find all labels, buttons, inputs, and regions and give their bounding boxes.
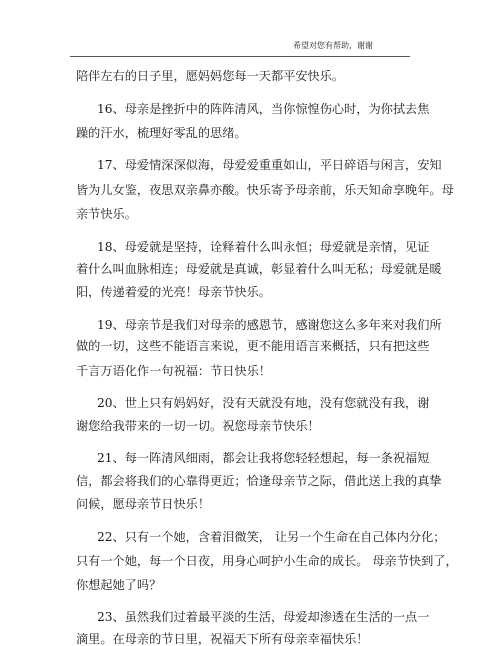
paragraph-p21-line-1: 21、每一阵清风细雨，都会让我将您轻轻想起，每一条祝福短 — [97, 451, 430, 465]
paragraph-p18-line-1: 18、母爱就是坚持，诠释着什么叫永恒；母爱就是亲情，见证 — [97, 240, 430, 254]
paragraph-p17-line-3: 亲节快乐。 — [76, 207, 137, 221]
paragraph-p0-line-1: 陪伴左右的日子里，愿妈妈您每一天都平安快乐。 — [76, 69, 345, 83]
paragraph-p21-line-3: 问候，愿母亲节日快乐！ — [76, 497, 211, 511]
paragraph-p18-line-2: 着什么叫血脉相连；母爱就是真诚，彰显着什么叫无私；母爱就是暖 — [76, 262, 442, 276]
page-header: 希望对您有帮助，谢谢 — [293, 41, 373, 50]
paragraph-p16-line-2: 躁的汗水，梳理好零乱的思绪。 — [76, 126, 247, 140]
paragraph-p23-line-1: 23、虽然我们过着最平淡的生活，母爱却渗透在生活的一点一 — [97, 610, 430, 624]
paragraph-p20-line-1: 20、世上只有妈妈好，没有天就没有地，没有您就没有我，谢 — [97, 396, 430, 410]
paragraph-p22-line-1: 22、只有一个她，含着泪微笑， 让另一个生命在自己体内分化； — [97, 530, 446, 544]
paragraph-p17-line-2: 皆为儿女鉴，夜思双亲鼻亦酸。快乐寄予母亲前，乐天知命享晚年。母 — [76, 183, 454, 197]
paragraph-p20-line-2: 谢您给我带来的一切一切。祝您母亲节快乐！ — [76, 419, 320, 433]
paragraph-p17-line-1: 17、母爱情深深似海，母爱爱重重如山，平日碎语与闲言，安知 — [97, 158, 442, 172]
paragraph-p16-line-1: 16、母亲是挫折中的阵阵清风，当你惊惶伤心时，为你拭去焦 — [97, 102, 430, 116]
paragraph-p21-line-2: 信，都会将我们的心靠得更近；恰逢母亲节之际，借此送上我的真挚 — [76, 474, 442, 488]
paragraph-p19-line-3: 千言万语化作一句祝福：节日快乐！ — [76, 364, 271, 378]
paragraph-p23-line-2: 滴里。在母亲的节日里，祝福天下所有母亲幸福快乐！ — [76, 632, 369, 646]
paragraph-p19-line-1: 19、母亲节是我们对母亲的感恩节，感谢您这么多年来对我们所 — [97, 318, 442, 332]
paragraph-p22-line-3: 你想起她了吗？ — [76, 578, 162, 592]
paragraph-p19-line-2: 做的一切，这些不能语言来说，更不能用语言来概括，只有把这些 — [76, 339, 430, 353]
paragraph-p18-line-3: 阳，传递着爱的光亮！母亲节快乐。 — [76, 285, 271, 299]
header-rule — [70, 56, 410, 57]
paragraph-p22-line-2: 只有一个她，每一个日夜，用身心呵护小生命的成长。 母亲节快到了， — [76, 554, 458, 568]
